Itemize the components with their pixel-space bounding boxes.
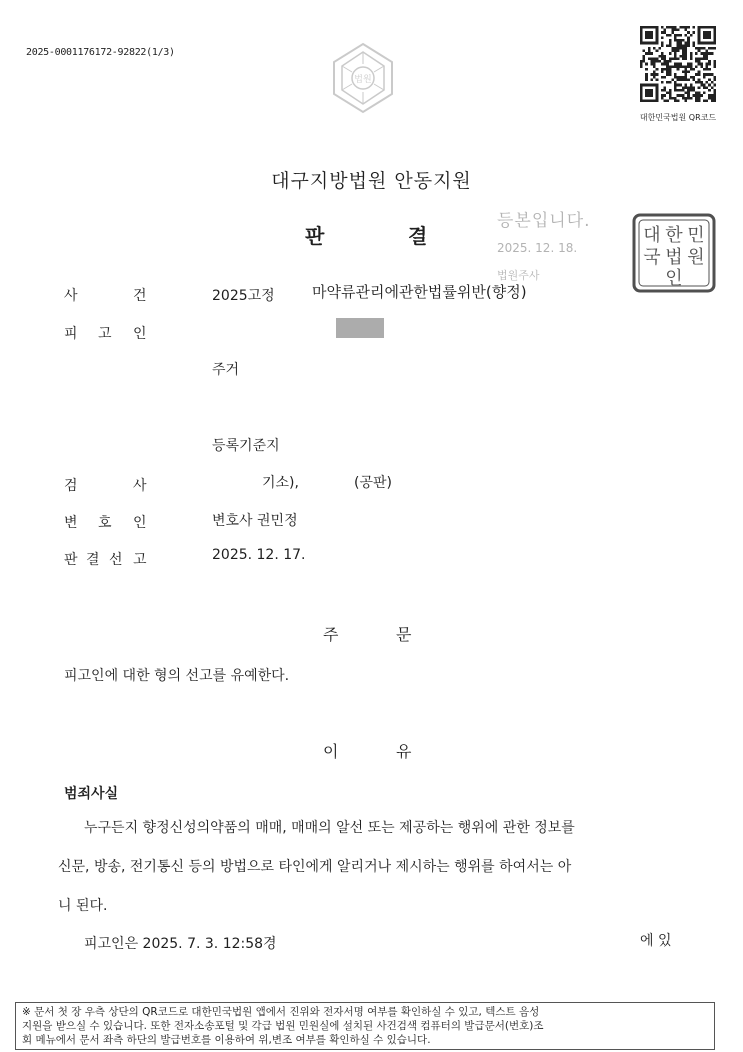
order-heading-char: 문 — [396, 625, 412, 644]
judgment-label-char: 판 — [64, 552, 78, 568]
document-number: 2025-0001176172-92822(1/3) — [26, 47, 175, 58]
reasons-heading-char: 이 — [323, 742, 339, 761]
reasons-heading-char: 유 — [396, 742, 412, 761]
address-label: 주거 — [212, 362, 240, 378]
case-label-char: 건 — [133, 288, 147, 304]
facts-subheading: 범죄사실 — [64, 786, 119, 802]
qr-code-label: 대한민국법원 QR코드 — [639, 113, 717, 122]
registry-label: 등록기준지 — [212, 438, 280, 454]
defendant-label-char: 피 — [64, 326, 78, 342]
order-text: 피고인에 대한 형의 선고를 유예한다. — [64, 668, 290, 684]
certified-copy-stamp — [497, 206, 591, 283]
court-name: 대구지방법원 안동지원 — [271, 170, 472, 192]
seal-char: 법 — [665, 247, 683, 268]
copy-stamp-text: 등본입니다. — [497, 211, 591, 231]
copy-stamp-officer: 법원주사 — [497, 269, 540, 282]
defense-counsel: 변호사 권민정 — [212, 513, 298, 529]
prosecutor-trial: (공판) — [354, 475, 392, 491]
order-heading-char: 주 — [323, 625, 339, 644]
defendant-label-char: 고 — [98, 326, 112, 342]
facts-line-2: 신문, 방송, 전기통신 등의 방법으로 타인에게 알리거나 제시하는 행위를 하여서는 아 — [58, 859, 572, 875]
official-seal — [632, 213, 716, 293]
case-name: 마약류관리에관한법률위반(향정) — [312, 283, 527, 301]
prosecutor-label-char: 사 — [133, 478, 147, 494]
seal-char: 대 — [643, 225, 661, 246]
case-number: 2025고정 — [212, 288, 275, 304]
facts-line-4-end: 에 있 — [640, 933, 672, 949]
counsel-label-char: 호 — [98, 515, 112, 531]
seal-char: 민 — [687, 225, 705, 246]
case-label-char: 사 — [64, 288, 78, 304]
title-char-2: 결 — [408, 224, 428, 248]
counsel-label-char: 변 — [64, 515, 78, 531]
seal-char: 원 — [687, 247, 705, 268]
seal-char: 인 — [665, 268, 683, 289]
judgment-label-char: 결 — [86, 552, 100, 568]
seal-char: 한 — [665, 225, 683, 246]
facts-line-4-start: 피고인은 2025. 7. 3. 12:58경 — [84, 936, 277, 952]
emblem-text: 법원 — [354, 75, 372, 85]
copy-stamp-date: 2025. 12. 18. — [497, 241, 578, 255]
counsel-label-char: 인 — [133, 515, 147, 531]
notice-line-3: 회 메뉴에서 문서 좌측 하단의 발급번호를 이용하여 위,변조 여부를 확인하실 수 있습니다. — [22, 1034, 431, 1046]
seal-char: 국 — [643, 247, 661, 268]
notice-line-2: 지원을 받으실 수 있습니다. 또한 전자소송포털 및 각급 법원 민원실에 설치된 사건검색 컴퓨터의 발급문서(번호)조 — [22, 1020, 544, 1032]
redacted-defendant-name — [336, 318, 384, 338]
facts-line-3: 니 된다. — [58, 898, 108, 914]
qr-code — [640, 26, 716, 102]
prosecutor-label-char: 검 — [64, 478, 78, 494]
prosecutor-indictment: 기소), — [262, 475, 299, 491]
notice-line-1: ※ 문서 첫 장 우측 상단의 QR코드로 대한민국법원 앱에서 진위와 전자서명 여부를 확인하실 수 있고, 텍스트 음성 — [22, 1006, 540, 1018]
judgment-label-char: 고 — [133, 552, 147, 568]
facts-line-1: 누구든지 향정신성의약품의 매매, 매매의 알선 또는 제공하는 행위에 관한 정보를 — [84, 820, 575, 836]
verification-notice — [15, 1002, 715, 1050]
judgment-label-char: 선 — [109, 552, 123, 568]
defendant-label-char: 인 — [133, 326, 147, 342]
judgment-date: 2025. 12. 17. — [212, 547, 306, 563]
title-char-1: 판 — [305, 224, 325, 248]
court-emblem-watermark — [330, 42, 396, 114]
